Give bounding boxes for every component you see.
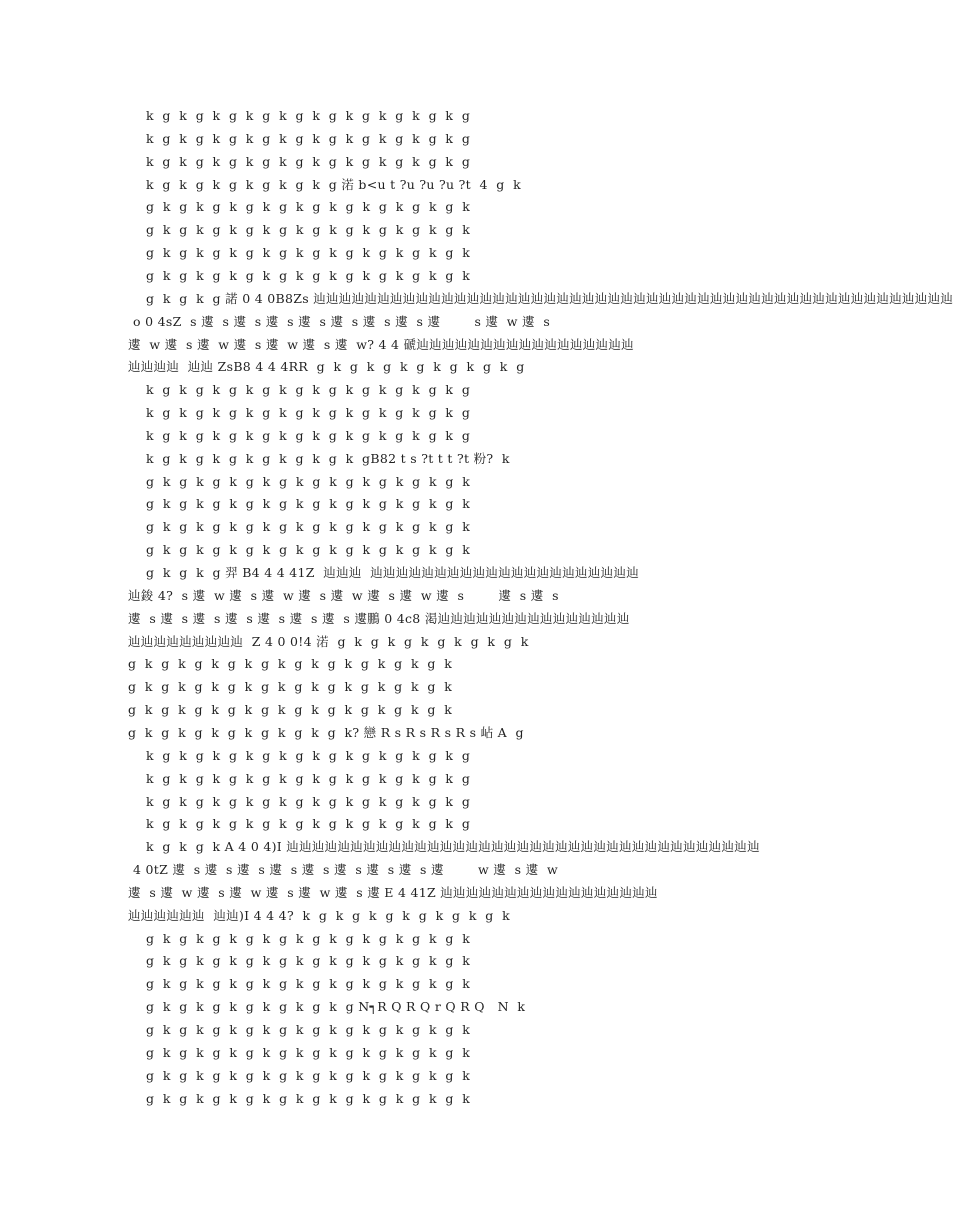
text-line: g k g k g k g k g k g k g k g k g k g k [146, 930, 471, 946]
text-line: k g k g k A 4 0 4)I 辿辿辿辿辿辿辿辿辿辿辿辿辿辿辿辿辿辿辿辿辿辿辿辿辿辿辿辿辿辿辿辿辿辿辿辿辿 [146, 839, 760, 855]
text-line: g k g k g k g k g k g k g k? 戀 R s R s R s R s 岾 A g [128, 724, 524, 740]
text-line: k g k g k g k g k g k g k g k g k g k g [146, 108, 471, 123]
text-line: g k g k g k g k g k g k g k g k g k g k [146, 953, 471, 969]
text-line: g k g k g k g k g k g k g k g k g k g k [146, 267, 471, 283]
text-line: 遱 w 遱 s 遱 w 遱 s 遱 w 遱 s 遱 w? 4 4 磃辿辿辿辿辿辿辿辿辿辿辿辿辿辿辿辿辿 [128, 336, 634, 352]
text-line: 遱 s 遱 s 遱 s 遱 s 遱 s 遱 s 遱 s 遱鵬 0 4c8 渇辿辿辿辿辿辿辿辿辿辿辿辿辿辿辿 [128, 610, 630, 626]
text-line: g k g k g k g k g k g k g k g k g k g k [146, 245, 471, 261]
text-line: o 0 4sZ s 遱 s 遱 s 遱 s 遱 s 遱 s 遱 s 遱 s 遱 s 遱 w 遱 s [133, 313, 551, 329]
text-line: k g k g k g k g k g k g k g k g k g k g [146, 816, 471, 832]
text-line: 遱 s 遱 w 遱 s 遱 w 遱 s 遱 w 遱 s 遱 E 4 41Z 辿辿辿辿辿辿辿辿辿辿辿辿辿辿辿辿辿 [128, 884, 658, 900]
text-line: 4 0tZ 遱 s 遱 s 遱 s 遱 s 遱 s 遱 s 遱 s 遱 s 遱 w 遱 s 遱 w [133, 862, 558, 878]
text-line: g k g k g k g k g k g k g N┑R Q R Q r Q R Q N k [146, 999, 526, 1015]
text-line: 辿鋑 4? s 遱 w 遱 s 遱 w 遱 s 遱 w 遱 s 遱 w 遱 s 遱 s 遱 s [128, 587, 559, 603]
text-line: k g k g k g k g k g k g k g k g k g k g [146, 427, 471, 443]
text-line: g k g k g k g k g k g k g k g k g k g k [146, 1022, 471, 1037]
text-line: k g k g k g k g k g k g k g k g k g k g [146, 405, 471, 421]
text-line: k g k g k g k g k g k g k g k g k g k g [146, 747, 471, 763]
text-line: g k g k g k g k g k g k g k g k g k g k [128, 702, 453, 718]
text-line: 辿辿辿辿 辿辿 ZsB8 4 4 4RR g k g k g k g k g k g k g [128, 359, 525, 375]
text-line: g k g k g k g k g k g k g k g k g k g k [146, 222, 471, 238]
text-line: k g k g k g k g k g k g k g k g k g k g [146, 153, 471, 169]
text-line: g k g k g k g k g k g k g k g k g k g k [146, 199, 471, 215]
text-line: g k g k g k g k g k g k g k g k g k g k [146, 1044, 471, 1060]
text-line: g k g k g k g k g k g k g k g k g k g k [146, 1090, 471, 1106]
text-line: g k g k g k g k g k g k g k g k g k g k [146, 473, 471, 489]
text-line: k g k g k g k g k g k g k g k g k g k g [146, 130, 471, 146]
text-line: k g k g k g k g k g k g k g k g k g k g [146, 793, 471, 809]
text-line: 辿辿辿辿辿辿 辿辿)I 4 4 4? k g k g k g k g k g k g k [128, 907, 510, 923]
text-line: g k g k g k g k g k g k g k g k g k g k [128, 679, 453, 695]
text-line: g k g k g k g k g k g k g k g k g k g k [146, 519, 471, 535]
text-line: g k g k g 羿 B4 4 4 41Z 辿辿辿 辿辿辿辿辿辿辿辿辿辿辿辿辿辿辿辿辿辿辿辿辿 [146, 565, 640, 580]
text-line: g k g k g k g k g k g k g k g k g k g k [146, 976, 471, 992]
text-line: g k g k g 諾 0 4 0B8Zs 辿辿辿辿辿辿辿辿辿辿辿辿辿辿辿辿辿辿辿辿辿辿辿辿辿辿辿辿辿辿辿辿辿辿辿辿辿辿辿辿辿辿辿辿辿辿辿辿辿辿 [146, 290, 953, 306]
text-line: g k g k g k g k g k g k g k g k g k g k [128, 656, 453, 672]
text-line: 辿辿辿辿辿辿辿辿辿 Z 4 0 0!4 渃 g k g k g k g k g k g k [128, 633, 529, 649]
text-line: k g k g k g k g k g k g k g k g k g k g [146, 382, 471, 398]
text-line: g k g k g k g k g k g k g k g k g k g k [146, 542, 471, 558]
text-line: k g k g k g k g k g k g k g k g k g k g [146, 770, 471, 786]
text-line: k g k g k g k g k g k g 渃 b<u t ?u ?u ?u ?t 4 g k [146, 176, 521, 192]
text-line: g k g k g k g k g k g k g k g k g k g k [146, 496, 471, 512]
text-line: k g k g k g k g k g k g k gB82 t s ?t t t ?t 粉? k [146, 450, 510, 466]
text-line: g k g k g k g k g k g k g k g k g k g k [146, 1067, 471, 1083]
